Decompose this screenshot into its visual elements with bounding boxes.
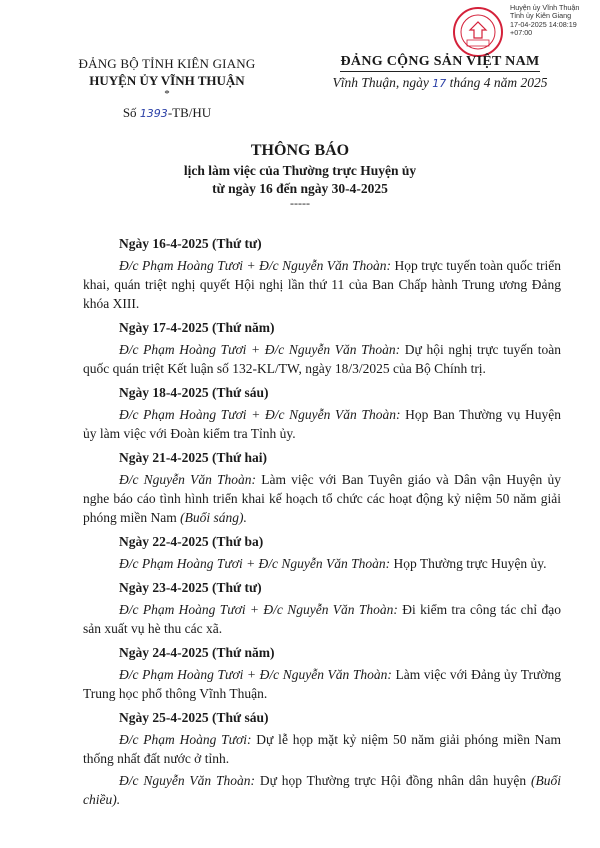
star-mark: *	[164, 88, 170, 100]
title-separator: -----	[290, 196, 310, 210]
signature-line: 17-04-2025 14:08:19	[510, 19, 577, 29]
document-number	[72, 105, 262, 121]
schedule-day	[83, 643, 561, 703]
issuing-organization	[72, 56, 262, 121]
day-heading: Ngày 22-4-2025 (Thứ ba)	[119, 534, 264, 549]
activity: Làm việc với Đảng ủy Trường Trung học phổ thông Vĩnh Thuận.	[83, 667, 561, 701]
schedule-day	[83, 578, 561, 638]
header-underline	[340, 71, 540, 72]
number-prefix: Số	[122, 105, 140, 120]
day-heading: Ngày 18-4-2025 (Thứ sáu)	[119, 385, 269, 400]
day-heading: Ngày 25-4-2025 (Thứ sáu)	[119, 710, 269, 725]
activity: Họp trực tuyến toàn quốc triển khai, quán triệt nghị quyết Hội nghị lần thứ 11 của Ban Chấp hành Trung ương Đảng khóa XIII.	[83, 258, 561, 311]
signature-line: Tỉnh ủy Kiên Giang	[510, 11, 572, 21]
schedule-day	[83, 448, 561, 527]
participants: Đ/c Phạm Hoàng Tươi + Đ/c Nguyễn Văn Thoàn:	[119, 342, 401, 357]
document-title: THÔNG BÁO	[250, 142, 350, 159]
issue-date	[320, 75, 560, 91]
number-suffix: -TB/HU	[167, 105, 212, 120]
activity: Họp Ban Thường vụ Huyện ủy làm việc với Đoàn kiểm tra Tỉnh ủy.	[83, 407, 562, 441]
participants: Đ/c Phạm Hoàng Tươi + Đ/c Nguyễn Văn Thoàn:	[119, 258, 392, 273]
schedule-entry	[83, 665, 561, 703]
schedule-entry	[83, 470, 561, 527]
day-heading: Ngày 17-4-2025 (Thứ năm)	[119, 320, 275, 335]
schedule-entry	[83, 340, 561, 378]
date-suffix: tháng 4 năm 2025	[446, 75, 548, 90]
activity: Dự hội nghị trực tuyến toàn quốc quán triệt Kết luận số 132-KL/TW, ngày 18/3/2025 của Bộ Chính trị.	[83, 342, 562, 376]
signature-line: +07:00	[510, 28, 533, 38]
document-subject: lịch làm việc của Thường trực Huyện ủy	[183, 163, 417, 178]
red-seal-stamp	[452, 6, 504, 58]
schedule-entry	[83, 771, 561, 809]
date-prefix: Vĩnh Thuận, ngày	[332, 75, 433, 90]
handwritten-day: 17	[432, 77, 447, 90]
schedule-entry	[83, 554, 561, 573]
schedule-day	[83, 234, 561, 313]
title-block	[0, 142, 600, 209]
participants: Đ/c Phạm Hoàng Tươi + Đ/c Nguyễn Văn Thoàn:	[119, 667, 392, 682]
day-heading: Ngày 16-4-2025 (Thứ tư)	[119, 236, 262, 251]
organization-name: HUYỆN ỦY VĨNH THUẬN	[89, 73, 245, 88]
participants: Đ/c Phạm Hoàng Tươi + Đ/c Nguyễn Văn Thoàn:	[119, 407, 401, 422]
date-range: từ ngày 16 đến ngày 30-4-2025	[212, 181, 388, 196]
time-note: (Buổi sáng).	[180, 510, 247, 525]
handwritten-number: 1393	[139, 107, 168, 120]
day-heading: Ngày 24-4-2025 (Thứ năm)	[119, 645, 275, 660]
schedule-day	[83, 383, 561, 443]
activity: Đi kiểm tra công tác chỉ đạo sản xuất vụ hè thu các xã.	[83, 602, 561, 636]
schedule-entry	[83, 600, 561, 638]
national-header	[320, 54, 560, 91]
schedule-entry	[83, 730, 561, 768]
participants: Đ/c Phạm Hoàng Tươi + Đ/c Nguyễn Văn Thoàn:	[119, 602, 398, 617]
signature-line: Huyện ủy Vĩnh Thuận	[510, 3, 580, 12]
day-heading: Ngày 23-4-2025 (Thứ tư)	[119, 580, 262, 595]
activity: Dự lễ họp mặt kỷ niệm 50 năm giải phóng miền Nam thống nhất đất nước ở tỉnh.	[83, 732, 561, 766]
schedule-day	[83, 532, 561, 573]
party-name: ĐẢNG CỘNG SẢN VIỆT NAM	[340, 54, 540, 69]
digital-signature-info	[510, 4, 598, 38]
participants: Đ/c Phạm Hoàng Tươi:	[119, 732, 252, 747]
schedule-entry	[83, 405, 561, 443]
schedule-body	[83, 234, 561, 814]
activity: Dự họp Thường trực Hội đồng nhân dân huyện	[255, 773, 531, 788]
participants: Đ/c Nguyễn Văn Thoàn:	[119, 472, 257, 487]
participants: Đ/c Phạm Hoàng Tươi + Đ/c Nguyễn Văn Thoàn:	[119, 556, 391, 571]
participants: Đ/c Nguyễn Văn Thoàn:	[119, 773, 256, 788]
time-note: (Buổi chiều).	[83, 773, 561, 807]
schedule-day	[83, 708, 561, 809]
schedule-entry	[83, 256, 561, 313]
day-heading: Ngày 21-4-2025 (Thứ hai)	[119, 450, 267, 465]
schedule-day	[83, 318, 561, 378]
activity: Họp Thường trực Huyện ủy.	[390, 556, 547, 571]
activity: Làm việc với Ban Tuyên giáo và Dân vận Huyện ủy nghe báo cáo tình hình triển khai kế hoạch tổ chức các hoạt động kỷ niệm 50 năm giải phóng miền Nam	[83, 472, 562, 525]
parent-organization: ĐẢNG BỘ TỈNH KIÊN GIANG	[78, 56, 256, 71]
